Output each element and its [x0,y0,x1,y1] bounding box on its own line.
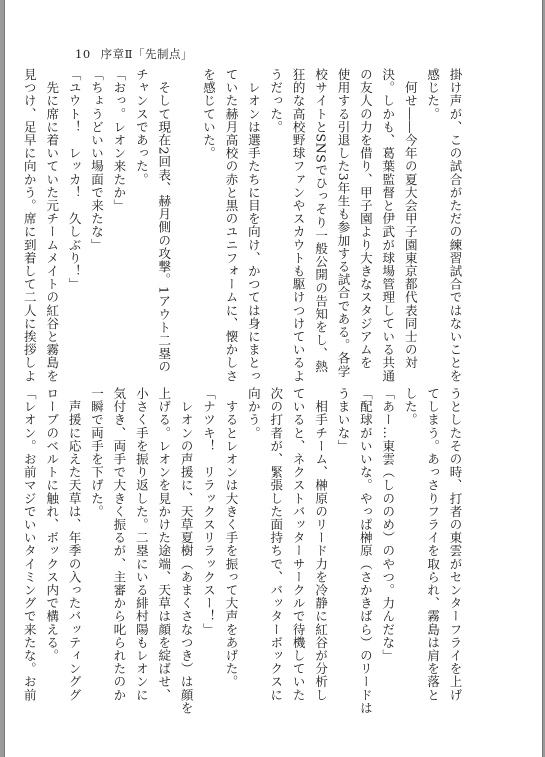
text-line: ていると、ネクストバッターサークルで待機していた [291,387,307,702]
text-line: するとレオンは大きく手を振って大声をあげた。 [223,387,239,689]
text-line: 「レオン。お前マジでいいタイミングで来たな。お前 [22,387,38,702]
text-line: 小さく手を振り返した。二塁にいる緋村陽もレオンに [134,387,150,702]
text-line: 見つけ、足早に向かう。席に到着して二人に挨拶しよ [22,68,38,383]
running-header [75,46,193,62]
text-line: 声援に応えた天草は、年季の入ったバッティンググ [67,387,83,702]
text-line: 決。しかも、葛葉監督と伊武が球場管理している共通 [380,68,396,383]
text-line: うまいな」 [335,387,351,453]
text-line: 感じた。 [425,68,441,121]
book-page [4,0,543,757]
text-line: 掛け声が、この試合がただの練習試合ではないことを [448,68,463,383]
text-line: 校サイトとSNSでひっそり一般公開の告知をし、熱 [313,68,329,373]
text-line: 気付き、両手で大きく振るが、主審から叱られたのか [111,387,127,702]
text-line: チャンスであった。 [134,68,150,186]
text-line: ていた赫月高校の赤と黒のユニフォームに、懐かしさ [223,68,239,383]
text-line: うだった。 [268,68,284,134]
text-line: 向かう。 [246,387,262,440]
text-line: 使用する引退した3年生も参加する試合である。各学 [335,68,351,378]
text-line: てしまう。あっさりフライを取られ、霧島は肩を落と [425,387,441,702]
text-line: 「あー…東雲（しののめ）のやつ。力んだな」 [380,387,396,663]
chapter-title: 序章Ⅱ「先制点」 [100,47,193,61]
text-line: 「ナツキ！ リラックスリラックスー！」 [201,387,217,636]
text-line: そして現在2回表、赫月側の攻撃。1アウト二塁の [156,68,172,374]
text-line: の友人の力を借り、甲子園より大きなスタジアムを [358,68,374,370]
text-line: 先に席に着いていた元チームメイトの紅谷と霧島を [44,68,60,383]
text-line: を感じていた。 [201,68,217,160]
text-line: 「おっ。レオン来たか」 [111,68,127,213]
page-number: 10 [75,47,91,61]
text-line [175,68,197,366]
lower-text-block [22,387,466,715]
text-line: 「ユウト！ レッカ！ 久しぶり！」 [67,68,83,291]
text-line: ローブのベルトに触れ、ボックス内で構える。 [44,387,60,663]
text-line: レオンの声援に、天草夏樹（あまくさなつき）は顔を [179,387,195,715]
upper-text-block [22,68,466,383]
text-line: 次の打者が、緊張した面持ちで、バッターボックスに [268,387,284,702]
text-line: 上げる。レオンを見かけた途端、天草は顔を綻ばせ、 [156,387,172,702]
text-line: うとしたその時、打者の東雲がセンターフライを上げ [448,387,463,702]
text-line: 「配球がいいな。やっぱ榊原（さかきばら）のリードは [358,387,374,715]
text-line: した。 [403,387,419,427]
text-line: 何せ――今年の夏大会甲子園東京都代表同士の対 [403,68,419,370]
text-line: 「ちょうどいい場面で来たな」 [89,68,105,252]
text-line: 狂的な高校野球ファンやスカウトも駆けつけているよ [291,68,307,383]
text-line: 相手チーム、榊原のリード力を冷静に紅谷が分析し [313,387,329,702]
text-line: レオンは選手たちに目を向け、かつては身にまとっ [246,68,262,383]
text-line: 一瞬で両手を下げた。 [89,387,105,518]
